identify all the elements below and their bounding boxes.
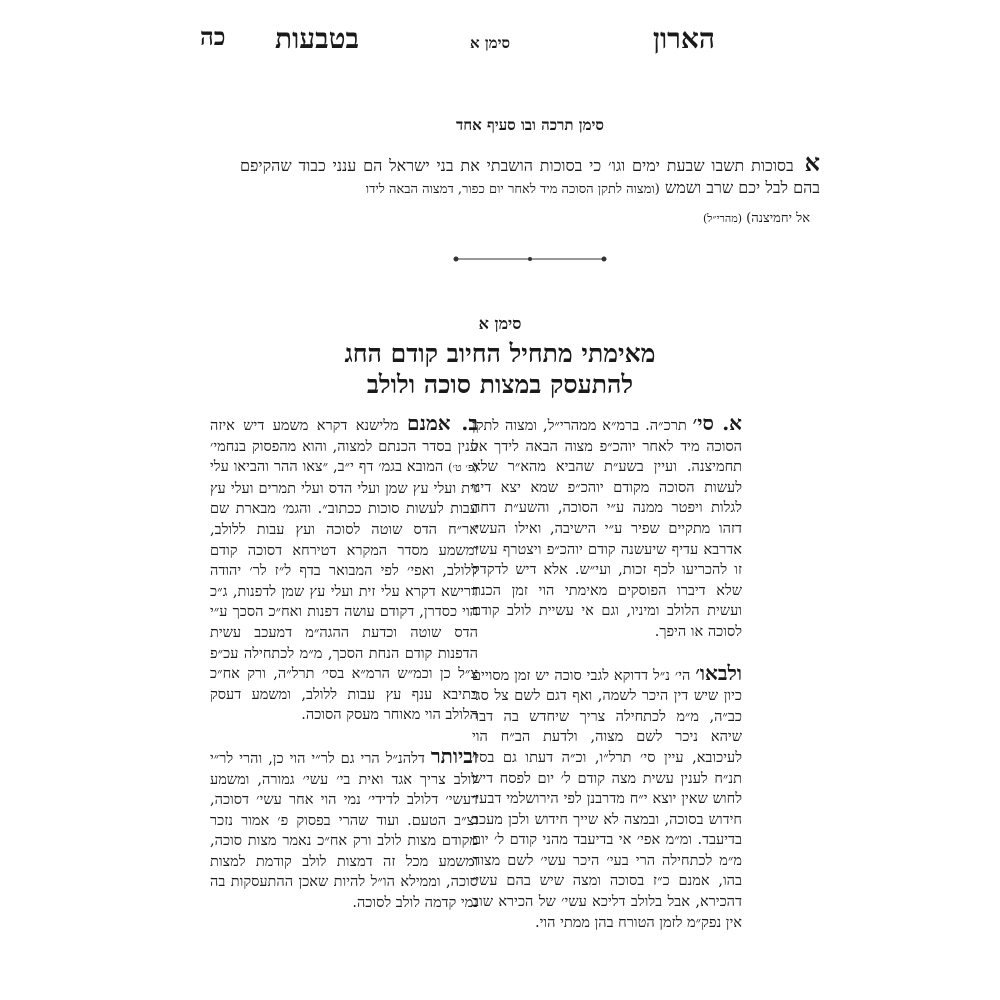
source-letter: א: [804, 148, 820, 177]
paragraph-text: הי׳ נ״ל דדוקא לגבי סוכה יש זמן מסויים כיון שיש דין היכר לשמה, ואף דגם לשם צל סגי כב״ה, מ״מ לכתחילה צריך שיחדש בה דבר שיהא ניכר לשם מצוה, ולדעת הב״ח הוי לעיכובא, עיין סי׳ תרל״ו, וכ״ה דעתו גם בסי׳ תנ״ח לענין עשית מצה קודם ל׳ יום לפסח דיש לחוש שאין יוצא י״ח מדרבנן לפי הירושלמי דבעי׳ חידוש בסוכה, ובמצה לא שייך חידוש ולכן מעכב בדיעבד. ומ״מ אפי׳ אי בדיעבד מהני קודם ל׳ יום מ״מ לכתחילה הרי בעי׳ היכר עשי׳ לשם מצוה בהו, אמנם כ״ז בסוכה ומצה שיש בהם עשי׳ דהכירא, אבל בלולב דליכא עשי׳ של הכירא שוב אין נפק״מ לזמן הטורח בהן ממתי הוי.: [472, 667, 742, 931]
siman-title: [0, 338, 1000, 400]
paragraph-lead: ולבאו׳: [695, 660, 743, 685]
source-box: [240, 98, 820, 280]
source-line2: שהקיפם בהם לבל יכם שרב ושמש: [240, 156, 820, 197]
paragraph-text: לולב צריך אגד ואית בי׳ עשי׳ גמורה, ומשמע דעשי׳ דלולב לדידי׳ נמי הוי אחר עשי׳ דסוכה, וצ״ב הטעם. ועוד שהרי בפסוק פ׳ אמור נזכר מקודם מצות לולב ורק אח״כ נאמר מצות סוכה, ומשמע מכל זה דמצות לולב קודמת למצות סוכה, וממילא הו״ל להיות שאכן ההתעסקות בה נמי קדמה לולב לסוכה.: [210, 771, 478, 912]
paragraph-lead: ב. אמנם: [406, 411, 478, 435]
siman-title-line1: מאימתי מתחיל החיוב קודם החג: [344, 339, 656, 368]
paragraph-bet: [210, 413, 478, 726]
paragraph-text: מלישנא דקרא משמע דיש איזה ענין בסדר הכנתם למצוה, והוא מהפסוק בנחמי׳: [210, 418, 478, 455]
paragraph-lead: וביותר: [430, 743, 478, 768]
source-line1: בסוכות תשבו שבעת ימים וגו׳ כי בסוכות הושבתי את בני ישראל הם ענני כבוד: [298, 156, 794, 175]
paragraph-lead: א. סי׳: [692, 411, 742, 435]
source-text: [240, 148, 820, 201]
paragraph-text: תרכ״ה. ברמ״א ממהרי״ל, ומצוה לתקן הסוכה מיד לאחר יוהכ״פ מצוה הבאה לידך אל תחמיצנה. ועיין בשע״ת שהביא מהא״ר שלא לעשות הסוכה מקודם יוהכ״פ שמא יצא דינו לגלות ויפטר ממנה ע״י הסוכה, והשע״ת דחה דזהו מתקיים שפיר ע״י הישיבה, ואילו העשי׳ אדרבא עדיף שיעשנה קודם יוהכ״פ ויצטרף עשי׳ זו להכריעו לכף זכות, ועי״ש. אלא דיש לדקדק שלא דיברו הפוסקים מאימתי הוי זמן הכנת ועשית הלולב ומיניו, וגם אי עשיית לולב קודם לסוכה או היפך.: [472, 418, 742, 640]
paragraph-reference: (פ׳ ט׳): [448, 461, 478, 475]
siman-title-line2: להתעסק במצות סוכה ולולב: [366, 370, 634, 399]
paragraph-velevao: [472, 660, 743, 934]
paragraph-text: המובא בגמ׳ דף י״ב, ״צאו ההר והביאו עלי זית ועלי עץ שמן ועלי הדס ועלי תמרים ועלי עץ עבות לעשות סוכות ככתוב״. והגמ׳ מבארת שם אר״ח הדס שוטה לסוכה ועץ עבות ללולב, ומשמע מסדר המקרא דטירחא דסוכה קודם ללולב, ואפי׳ לפי המבואר בדף ל״ז לר׳ יהודה דרישא דקרא עלי זית ועלי עץ שמן לדפנות, ג״כ הוי כסדרן, דקודם עושה דפנות ואח״כ הסכך ע״י הדס שוטה וכדעת ההגה״מ דמעכב עשית הדפנות קודם הנחת הסכך, מ״מ לכתחילה עכ״פ צ״ל כן וכמ״ש הרמ״א בסי׳ תרל״ה, ורק אח״כ כתיבא ענף עץ עבות ללולב, ומשמע דעסק הלולב הוי מאוחר מעסק הסוכה.: [210, 459, 478, 724]
right-column: [472, 413, 742, 953]
source-line2-small: (ומצוה לתקן הסוכה מיד לאחר יום כפור, דמצוה הבאה לידו: [365, 182, 660, 197]
paragraph-uveyoter: [210, 743, 478, 914]
paragraph-alef: [472, 413, 742, 643]
source-title: סימן תרכה ובו סעיף אחד: [456, 116, 604, 134]
left-column: [210, 413, 478, 934]
siman-label: סימן א: [478, 314, 522, 333]
running-header-title: הארון: [652, 22, 715, 55]
running-header-siman: סימן א: [470, 34, 511, 52]
running-header-book: בטבעות: [275, 22, 359, 55]
divider-ornament: [450, 253, 610, 265]
paragraph-text: דלהנ״ל הרי גם לר״י הוי כן, והרי לר״י: [210, 750, 425, 767]
source-line3-text: אל יחמיצנה): [746, 211, 810, 226]
page-number: כה: [200, 22, 226, 51]
source-citation: (מהרי״ל): [702, 212, 743, 225]
source-line3: [240, 210, 810, 226]
